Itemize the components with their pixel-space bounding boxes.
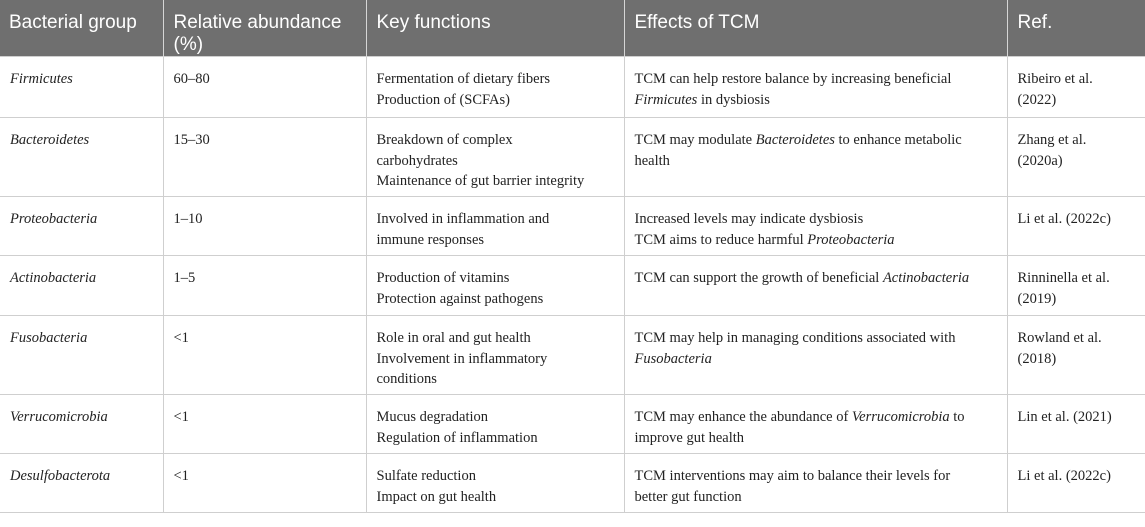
relative-abundance-cell	[163, 118, 366, 197]
tcm-effect-line	[635, 328, 997, 349]
tcm-effects-cell	[624, 454, 1007, 513]
tcm-effects-cell	[624, 197, 1007, 256]
effect-text: better gut function	[634, 488, 742, 505]
relative-abundance-value: <1	[173, 330, 189, 346]
tcm-effect-line	[635, 268, 997, 289]
reference-line: Rinninella et al.	[1017, 270, 1110, 286]
bacterial-group-cell	[0, 118, 163, 197]
effect-text: TCM may enhance the abundance of	[634, 409, 852, 425]
effect-text: TCM can support the growth of beneficial	[634, 270, 883, 286]
reference-line: (2018)	[1017, 350, 1057, 367]
table-header	[0, 0, 1145, 57]
reference-line: (2020a)	[1017, 152, 1063, 169]
key-functions-cell	[366, 454, 624, 513]
key-function-line: conditions	[376, 371, 437, 387]
header-bacterial-group: Bacterial group	[0, 0, 163, 57]
reference-line: Ribeiro et al.	[1017, 71, 1093, 87]
tcm-effect-line	[635, 90, 997, 111]
key-function-line: Mucus degradation	[376, 409, 489, 425]
effect-text: TCM can help restore balance by increasing beneficial	[634, 71, 952, 87]
key-function-line: carbohydrates	[376, 152, 458, 169]
tcm-effects-cell	[624, 118, 1007, 197]
taxon-name: Actinobacteria	[882, 270, 970, 286]
key-function-line: Fermentation of dietary fibers	[376, 71, 551, 87]
tcm-effect-line	[635, 487, 997, 508]
bacterial-group-name: Firmicutes	[10, 71, 73, 87]
effect-text: to	[949, 409, 965, 425]
relative-abundance-cell	[163, 57, 366, 118]
taxon-name: Proteobacteria	[807, 231, 895, 248]
key-function-line: Production of (SCFAs)	[376, 91, 510, 108]
key-function-line: Role in oral and gut health	[376, 330, 531, 346]
key-function-line: Involvement in inflammatory	[376, 350, 548, 367]
reference-cell	[1007, 197, 1145, 256]
reference-cell	[1007, 316, 1145, 395]
effect-text: TCM may modulate	[634, 132, 756, 148]
reference-cell	[1007, 57, 1145, 118]
key-functions-cell	[366, 118, 624, 197]
effect-text: in dysbiosis	[697, 91, 770, 108]
key-function-line: Breakdown of complex	[376, 132, 513, 148]
key-functions-cell	[366, 316, 624, 395]
relative-abundance-value: 60–80	[173, 71, 210, 87]
table-row	[0, 316, 1145, 395]
bacterial-group-cell	[0, 57, 163, 118]
key-function-line: immune responses	[376, 231, 485, 248]
taxon-name: Firmicutes	[634, 91, 698, 108]
effect-text: TCM may help in managing conditions associated with	[634, 330, 956, 346]
key-function-line: Maintenance of gut barrier integrity	[376, 173, 585, 189]
relative-abundance-value: 15–30	[173, 132, 210, 148]
effect-text: health	[634, 152, 670, 169]
relative-abundance-value: 1–10	[173, 211, 203, 227]
bacterial-group-name: Desulfobacterota	[10, 468, 111, 484]
key-function-line: Protection against pathogens	[376, 290, 544, 307]
bacterial-group-cell	[0, 316, 163, 395]
header-key-functions: Key functions	[366, 0, 624, 57]
effect-text: TCM aims to reduce harmful	[634, 231, 808, 248]
table-row	[0, 256, 1145, 316]
tcm-effects-cell	[624, 256, 1007, 316]
key-functions-cell	[366, 57, 624, 118]
key-function-line: Regulation of inflammation	[376, 429, 538, 446]
tcm-effects-cell	[624, 316, 1007, 395]
taxon-name: Verrucomicrobia	[851, 409, 950, 425]
table-row	[0, 197, 1145, 256]
taxon-name: Bacteroidetes	[755, 132, 835, 148]
tcm-effect-line	[635, 466, 997, 487]
key-function-line: Production of vitamins	[376, 270, 510, 286]
bacterial-group-cell	[0, 395, 163, 454]
relative-abundance-value: <1	[173, 409, 189, 425]
reference-line: (2022)	[1017, 91, 1057, 108]
header-ref: Ref.	[1007, 0, 1145, 57]
relative-abundance-cell	[163, 256, 366, 316]
relative-abundance-value: 1–5	[173, 270, 196, 286]
relative-abundance-cell	[163, 454, 366, 513]
table-row	[0, 57, 1145, 118]
bacterial-group-name: Verrucomicrobia	[10, 409, 108, 425]
tcm-effect-line	[635, 69, 997, 90]
tcm-effect-line	[635, 230, 997, 251]
table-row	[0, 395, 1145, 454]
reference-cell	[1007, 256, 1145, 316]
reference-line: (2019)	[1017, 290, 1057, 307]
reference-line: Li et al. (2022c)	[1017, 468, 1111, 484]
effect-text: Increased levels may indicate dysbiosis	[634, 211, 864, 227]
reference-cell	[1007, 454, 1145, 513]
reference-cell	[1007, 118, 1145, 197]
key-functions-cell	[366, 395, 624, 454]
reference-cell	[1007, 395, 1145, 454]
reference-line: Zhang et al.	[1017, 132, 1087, 148]
tcm-effect-line	[635, 407, 997, 428]
reference-line: Lin et al. (2021)	[1017, 409, 1112, 425]
relative-abundance-value: <1	[173, 468, 189, 484]
key-function-line: Impact on gut health	[376, 488, 497, 505]
relative-abundance-cell	[163, 316, 366, 395]
header-effects-of-tcm: Effects of TCM	[624, 0, 1007, 57]
bacterial-group-name: Fusobacteria	[10, 330, 88, 346]
table-body	[0, 57, 1145, 513]
relative-abundance-cell	[163, 395, 366, 454]
tcm-effects-cell	[624, 395, 1007, 454]
header-row	[0, 0, 1145, 57]
tcm-effect-line	[635, 209, 997, 230]
key-functions-cell	[366, 256, 624, 316]
effect-text: improve gut health	[634, 429, 745, 446]
tcm-effect-line	[635, 130, 997, 151]
key-function-line: Sulfate reduction	[376, 468, 476, 484]
tcm-effects-cell	[624, 57, 1007, 118]
header-relative-abundance: Relative abundance (%)	[163, 0, 366, 57]
key-functions-cell	[366, 197, 624, 256]
reference-line: Li et al. (2022c)	[1017, 211, 1111, 227]
reference-line: Rowland et al.	[1017, 330, 1102, 346]
tcm-effect-line	[635, 349, 997, 370]
bacterial-group-name: Bacteroidetes	[10, 132, 90, 148]
bacterial-group-name: Actinobacteria	[10, 270, 97, 286]
taxon-name: Fusobacteria	[634, 350, 712, 367]
bacterial-group-cell	[0, 197, 163, 256]
bacterial-group-cell	[0, 256, 163, 316]
tcm-effect-line	[635, 428, 997, 449]
tcm-effect-line	[635, 151, 997, 172]
table-row	[0, 454, 1145, 513]
bacterial-group-cell	[0, 454, 163, 513]
bacterial-group-name: Proteobacteria	[10, 211, 98, 227]
relative-abundance-cell	[163, 197, 366, 256]
effect-text: TCM interventions may aim to balance their levels for	[634, 468, 951, 484]
table-row	[0, 118, 1145, 197]
effect-text: to enhance metabolic	[834, 132, 962, 148]
key-function-line: Involved in inflammation and	[376, 211, 550, 227]
